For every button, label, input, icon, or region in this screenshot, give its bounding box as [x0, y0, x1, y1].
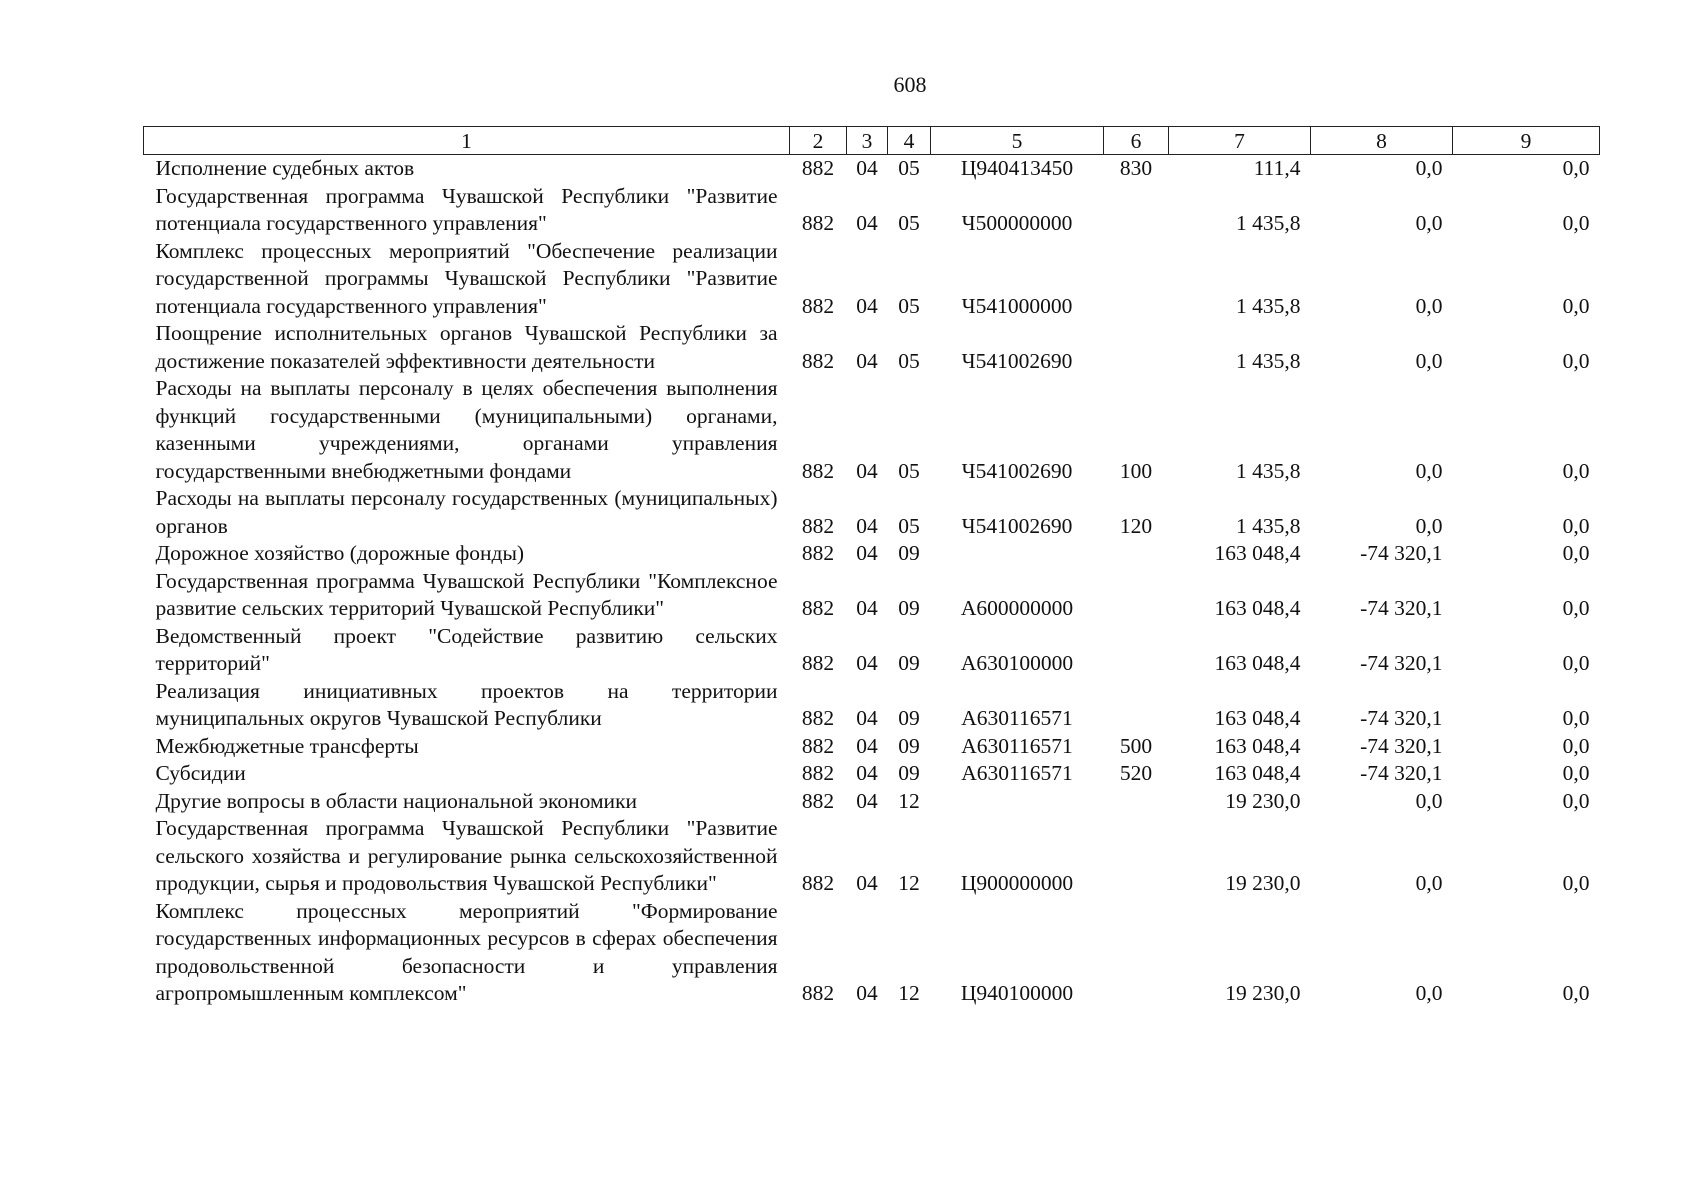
cell-target-article: Ц940100000	[960, 981, 1074, 1005]
table-row	[144, 320, 1600, 375]
cell-amount-col9: 0,0	[1562, 733, 1590, 758]
header-col-7: 7	[1169, 127, 1311, 155]
cell-subsection: 09	[898, 651, 920, 675]
cell-ministry: 882	[801, 348, 835, 373]
cell-expense-type	[1104, 898, 1169, 1008]
cell-name: Комплекс процессных мероприятий "Обеспечение реализации государственной программы Чувашской Республики "Развитие потенциала государственного управления"	[155, 238, 778, 318]
cell-subsection: 05	[898, 513, 920, 538]
page-number: 608	[893, 72, 927, 97]
cell-subsection: 12	[898, 981, 920, 1005]
cell-amount-col9: 0,0	[1562, 293, 1590, 318]
cell-target-article: Ч541002690	[961, 458, 1073, 483]
cell-target-article: А630116571	[961, 733, 1073, 758]
cell-expense-type: 830	[1119, 156, 1153, 180]
cell-section: 04	[856, 706, 878, 730]
cell-name: Реализация инициативных проектов на территории муниципальных округов Чувашской Республики	[155, 678, 778, 730]
cell-amount-col7: 163 048,4	[1214, 596, 1301, 620]
cell-name: Государственная программа Чувашской Республики "Развитие потенциала государственного управления"	[155, 183, 778, 235]
cell-expense-type	[1104, 568, 1169, 623]
table-row	[144, 678, 1600, 733]
cell-amount-col9: 0,0	[1562, 348, 1590, 373]
header-col-8: 8	[1311, 127, 1453, 155]
cell-name: Расходы на выплаты персоналу в целях обеспечения выполнения функций государственными (муниципальными) органами, казенными учреждениями, органами управления государственными внебюджетными фондами	[155, 376, 778, 483]
cell-ministry: 882	[801, 761, 835, 785]
cell-amount-col9: 0,0	[1562, 871, 1590, 895]
cell-target-article	[931, 788, 1104, 816]
table-row	[144, 485, 1600, 540]
cell-amount-col9: 0,0	[1562, 541, 1590, 565]
cell-amount-col7: 111,4	[1253, 156, 1301, 180]
table-row	[144, 183, 1600, 238]
cell-target-article: А630116571	[961, 761, 1073, 785]
cell-expense-type	[1104, 815, 1169, 898]
cell-section: 04	[856, 541, 878, 565]
table-row	[144, 760, 1600, 788]
cell-amount-col9: 0,0	[1562, 211, 1590, 235]
table-row	[144, 898, 1600, 1008]
cell-amount-col8: 0,0	[1415, 348, 1443, 373]
table-row	[144, 238, 1600, 321]
cell-amount-col7: 1 435,8	[1236, 513, 1301, 538]
cell-amount-col7: 19 230,0	[1225, 788, 1301, 813]
cell-amount-col8: 0,0	[1415, 293, 1443, 318]
cell-amount-col7: 1 435,8	[1236, 211, 1301, 235]
header-row	[144, 127, 1600, 155]
cell-section: 04	[856, 513, 878, 538]
header-col-2: 2	[790, 127, 847, 155]
cell-section: 04	[856, 293, 878, 318]
cell-amount-col8: 0,0	[1415, 156, 1443, 180]
cell-section: 04	[856, 596, 878, 620]
cell-expense-type: 520	[1119, 761, 1153, 785]
cell-section: 04	[856, 871, 878, 895]
cell-amount-col8: -74 320,1	[1360, 706, 1443, 730]
table-row	[144, 568, 1600, 623]
cell-expense-type	[1104, 623, 1169, 678]
cell-amount-col8: 0,0	[1415, 871, 1443, 895]
cell-section: 04	[856, 981, 878, 1005]
cell-amount-col7: 163 048,4	[1214, 651, 1301, 675]
cell-subsection: 05	[898, 211, 920, 235]
cell-ministry: 882	[801, 596, 835, 620]
cell-target-article: А630100000	[960, 651, 1074, 675]
cell-expense-type	[1104, 183, 1169, 238]
cell-target-article	[931, 540, 1104, 568]
cell-expense-type	[1104, 320, 1169, 375]
cell-amount-col8: 0,0	[1415, 211, 1443, 235]
header-col-9: 9	[1453, 127, 1600, 155]
cell-ministry: 882	[801, 211, 835, 235]
header-col-5: 5	[931, 127, 1104, 155]
cell-amount-col7: 19 230,0	[1225, 981, 1301, 1005]
cell-name: Ведомственный проект "Содействие развитию сельских территорий"	[155, 623, 778, 675]
cell-ministry: 882	[801, 458, 835, 483]
cell-target-article: Ч541000000	[961, 293, 1073, 318]
cell-subsection: 09	[898, 761, 920, 785]
cell-ministry: 882	[801, 706, 835, 730]
cell-name: Комплекс процессных мероприятий "Формирование государственных информационных ресурсов в сферах обеспечения продовольственной безопасности и управления агропромышленным комплексом"	[155, 898, 778, 1005]
cell-target-article: Ц900000000	[960, 871, 1074, 895]
cell-amount-col7: 163 048,4	[1214, 761, 1301, 785]
header-col-3: 3	[847, 127, 888, 155]
cell-subsection: 12	[898, 788, 920, 813]
cell-amount-col7: 163 048,4	[1214, 706, 1301, 730]
cell-section: 04	[856, 651, 878, 675]
cell-expense-type	[1104, 238, 1169, 321]
cell-section: 04	[856, 348, 878, 373]
cell-amount-col9: 0,0	[1562, 706, 1590, 730]
cell-target-article: Ч541002690	[961, 348, 1073, 373]
cell-amount-col9: 0,0	[1562, 596, 1590, 620]
cell-subsection: 09	[898, 733, 920, 758]
cell-section: 04	[856, 156, 878, 180]
table-row	[144, 733, 1600, 761]
cell-target-article: А630116571	[961, 706, 1073, 730]
cell-amount-col8: 0,0	[1415, 788, 1443, 813]
cell-target-article: Ч541002690	[961, 513, 1073, 538]
cell-name: Другие вопросы в области национальной экономики	[155, 788, 638, 813]
cell-ministry: 882	[801, 871, 835, 895]
cell-amount-col7: 163 048,4	[1214, 541, 1301, 565]
cell-section: 04	[856, 733, 878, 758]
cell-expense-type: 120	[1119, 513, 1153, 538]
cell-ministry: 882	[801, 651, 835, 675]
cell-target-article: А600000000	[960, 596, 1074, 620]
cell-expense-type	[1104, 678, 1169, 733]
header-col-6: 6	[1104, 127, 1169, 155]
cell-section: 04	[856, 458, 878, 483]
cell-ministry: 882	[801, 788, 835, 813]
cell-ministry: 882	[801, 733, 835, 758]
cell-section: 04	[856, 788, 878, 813]
cell-amount-col7: 163 048,4	[1214, 733, 1301, 758]
cell-amount-col9: 0,0	[1562, 761, 1590, 785]
cell-name: Межбюджетные трансферты	[155, 733, 419, 758]
cell-amount-col9: 0,0	[1562, 981, 1590, 1005]
cell-subsection: 05	[898, 348, 920, 373]
cell-expense-type: 100	[1119, 458, 1153, 483]
cell-target-article: Ч500000000	[961, 211, 1073, 235]
cell-amount-col8: 0,0	[1415, 458, 1443, 483]
cell-amount-col7: 1 435,8	[1236, 458, 1301, 483]
cell-subsection: 05	[898, 156, 920, 180]
table-row	[144, 788, 1600, 816]
table-row	[144, 815, 1600, 898]
table-row	[144, 623, 1600, 678]
table-header	[144, 127, 1600, 155]
cell-name: Дорожное хозяйство (дорожные фонды)	[155, 541, 525, 565]
cell-name: Поощрение исполнительных органов Чувашской Республики за достижение показателей эффективности деятельности	[155, 321, 778, 373]
cell-name: Государственная программа Чувашской Республики "Комплексное развитие сельских территорий Чувашской Республики"	[155, 568, 778, 620]
cell-amount-col8: 0,0	[1415, 513, 1443, 538]
cell-subsection: 05	[898, 458, 920, 483]
cell-amount-col8: -74 320,1	[1360, 733, 1443, 758]
cell-amount-col9: 0,0	[1562, 513, 1590, 538]
budget-table	[143, 126, 1600, 1008]
cell-amount-col9: 0,0	[1562, 788, 1590, 813]
cell-name: Государственная программа Чувашской Республики "Развитие сельского хозяйства и регулирование рынка сельскохозяйственной продукции, сырья и продовольствия Чувашской Республики"	[155, 816, 778, 895]
cell-amount-col9: 0,0	[1562, 156, 1590, 180]
cell-name: Субсидии	[155, 761, 246, 785]
cell-name: Исполнение судебных актов	[155, 156, 415, 180]
cell-subsection: 12	[898, 871, 920, 895]
cell-expense-type: 500	[1119, 733, 1153, 758]
cell-section: 04	[856, 211, 878, 235]
header-col-4: 4	[888, 127, 931, 155]
cell-subsection: 09	[898, 706, 920, 730]
cell-ministry: 882	[801, 541, 835, 565]
cell-amount-col8: 0,0	[1415, 981, 1443, 1005]
cell-amount-col7: 1 435,8	[1236, 293, 1301, 318]
cell-ministry: 882	[801, 513, 835, 538]
table-body	[144, 155, 1600, 1008]
cell-name: Расходы на выплаты персоналу государственных (муниципальных) органов	[155, 486, 778, 538]
cell-ministry: 882	[801, 156, 835, 180]
cell-subsection: 09	[898, 596, 920, 620]
cell-ministry: 882	[801, 293, 835, 318]
cell-amount-col8: -74 320,1	[1360, 651, 1443, 675]
cell-amount-col7: 1 435,8	[1236, 348, 1301, 373]
cell-target-article: Ц940413450	[960, 156, 1074, 180]
cell-amount-col7: 19 230,0	[1225, 871, 1301, 895]
table-row	[144, 540, 1600, 568]
cell-amount-col8: -74 320,1	[1360, 761, 1443, 785]
cell-amount-col9: 0,0	[1562, 651, 1590, 675]
header-col-1: 1	[144, 127, 790, 155]
cell-amount-col8: -74 320,1	[1360, 596, 1443, 620]
cell-expense-type	[1104, 788, 1169, 816]
cell-expense-type	[1104, 540, 1169, 568]
cell-ministry: 882	[801, 981, 835, 1005]
cell-amount-col9: 0,0	[1562, 458, 1590, 483]
table-row	[144, 375, 1600, 485]
cell-amount-col8: -74 320,1	[1360, 541, 1443, 565]
cell-subsection: 05	[898, 293, 920, 318]
table-row	[144, 155, 1600, 183]
cell-subsection: 09	[898, 541, 920, 565]
cell-section: 04	[856, 761, 878, 785]
